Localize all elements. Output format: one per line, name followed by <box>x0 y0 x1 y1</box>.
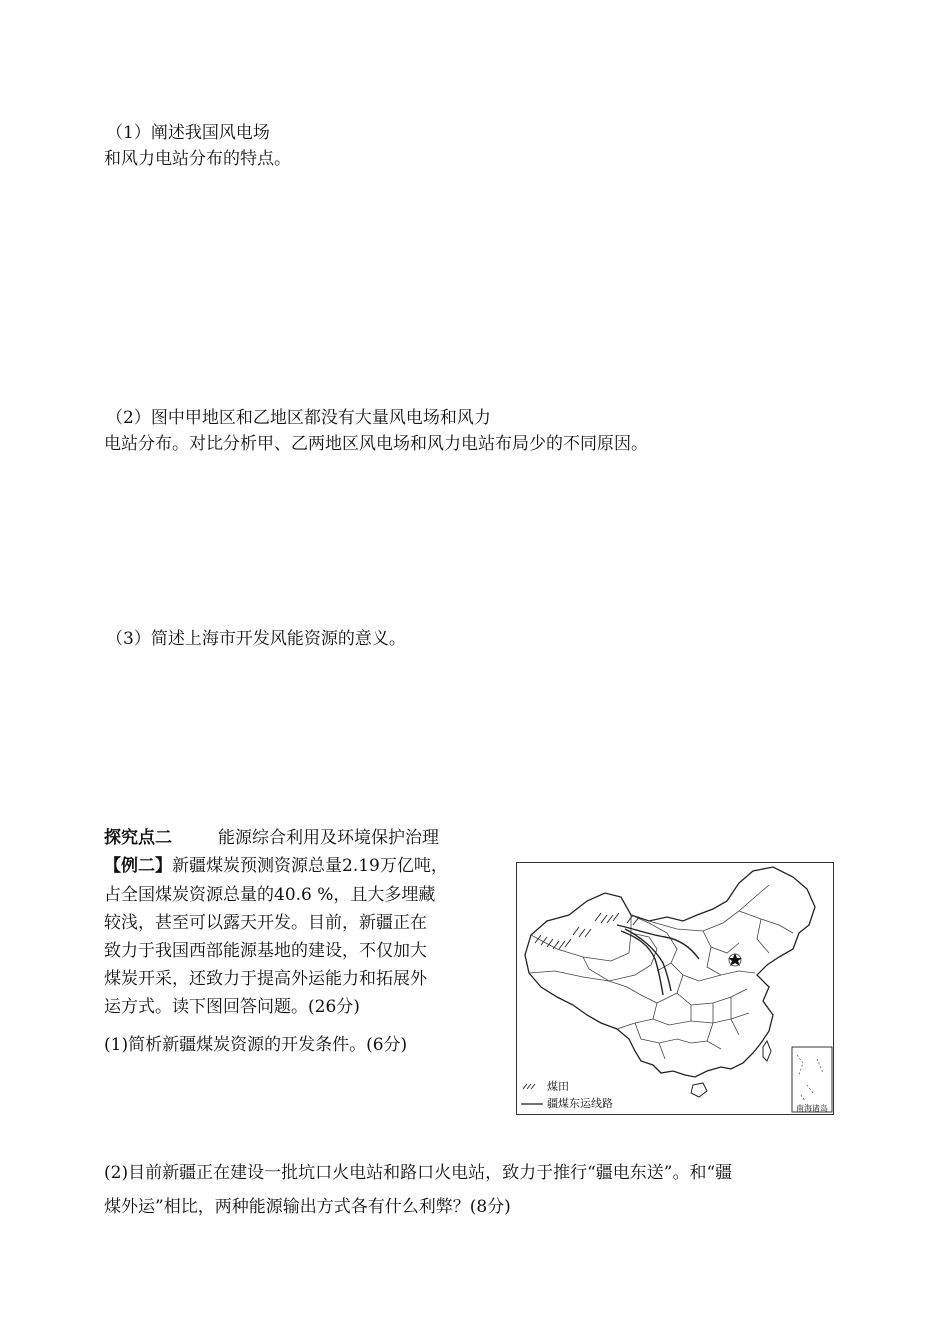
province-border-inner-mongolia <box>649 885 769 931</box>
coal-field-hatch-icon <box>535 913 639 949</box>
example-paragraph-line-6: 运方式。读下图回答问题。(26分) <box>104 997 360 1017</box>
province-border-south <box>635 997 749 1041</box>
sub-question-2-line-2: 煤外运”相比，两种能源输出方式各有什么利弊？(8分) <box>104 1197 511 1217</box>
example-paragraph-line-4: 致力于我国西部能源基地的建设，不仅加大 <box>104 941 427 961</box>
question-2-line-1: （2）图中甲地区和乙地区都没有大量风电场和风力 <box>106 408 491 428</box>
example-paragraph-line-2: 占全国煤炭资源总量的40.6 %，且大多埋藏 <box>104 885 436 905</box>
taiwan-island <box>763 1041 771 1061</box>
example-paragraph-line-5: 煤炭开采，还致力于提高外运能力和拓展外 <box>104 969 427 989</box>
hainan-island <box>691 1083 707 1097</box>
china-map-drawing <box>517 863 835 1116</box>
legend-coal-label: 煤田 <box>547 1080 569 1093</box>
section-topic: 能源综合利用及环境保护治理 <box>218 828 439 848</box>
province-border-northeast <box>739 911 793 953</box>
example-paragraph-line-1 <box>104 855 448 877</box>
province-border-gansu <box>631 915 677 971</box>
province-border-southwest <box>617 1023 721 1059</box>
legend-coal-symbol <box>523 1084 535 1089</box>
china-coal-map <box>516 862 834 1115</box>
china-outline <box>525 867 815 1077</box>
question-1-line-1: （1）阐述我国风电场 <box>106 123 270 143</box>
inset-label: 南海诸岛 <box>796 1104 828 1113</box>
capital-star-icon <box>728 953 742 966</box>
sub-question-2-line-1: (2)目前新疆正在建设一批坑口火电站和路口火电站，致力于推行“疆电东送”。和“疆 <box>104 1163 733 1183</box>
route-line-icon <box>617 925 699 995</box>
question-2-line-2: 电站分布。对比分析甲、乙两地区风电场和风力电站布局少的不同原因。 <box>104 434 648 454</box>
example-label: 【例二】 <box>104 856 172 876</box>
example-paragraph-line-3: 较浅，甚至可以露天开发。目前，新疆正在 <box>104 913 427 933</box>
question-3-line-1: （3）简述上海市开发风能资源的意义。 <box>106 629 406 649</box>
province-border-north <box>703 931 755 975</box>
sub-question-1: (1)简析新疆煤炭资源的开发条件。(6分) <box>104 1035 408 1055</box>
legend-route-label: 疆煤东运线路 <box>547 1097 613 1110</box>
example-text-1: 新疆煤炭预测资源总量2.19万亿吨， <box>172 856 448 876</box>
province-border-tibet <box>529 971 641 995</box>
question-1-line-2: 和风力电站分布的特点。 <box>104 149 291 169</box>
section-heading: 探究点二 <box>104 828 172 848</box>
